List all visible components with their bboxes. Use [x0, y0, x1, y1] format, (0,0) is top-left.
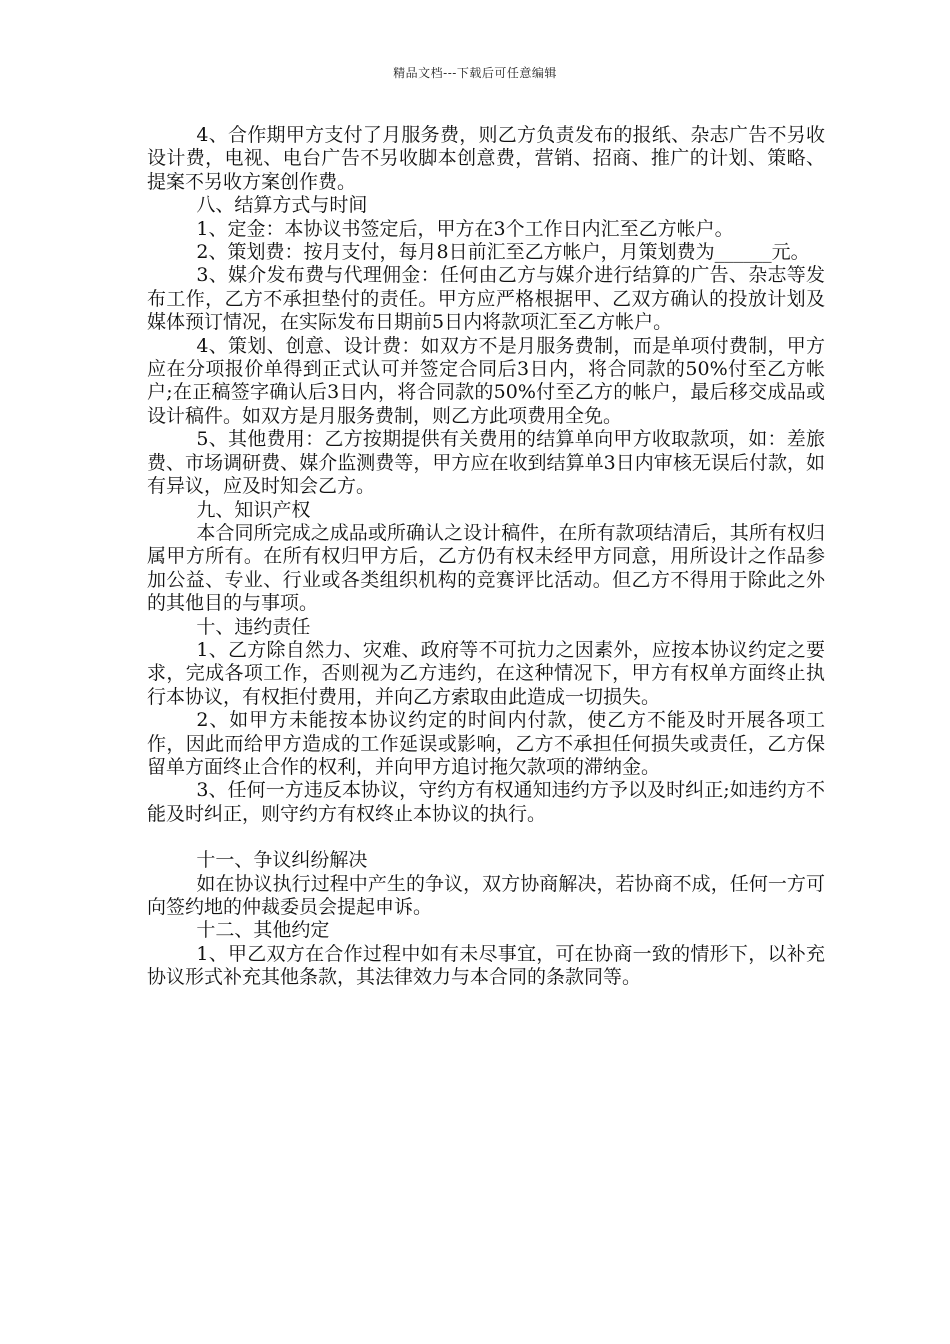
section-heading-other: 十二、其他约定 [196, 919, 330, 942]
section-heading-settlement: 八、结算方式与时间 [196, 194, 368, 217]
clause-planning-fee: 2、策划费：按月支付，每月8日前汇至乙方帐户，月策划费为______元。 [196, 241, 810, 264]
clause-breach-1: 1、乙方除自然力、灾难、政府等不可抗力之因素外，应按本协议约定之要求，完成各项工作，否则视为乙方违约，在这种情况下，甲方有权单方面终止执行本协议，有权拒付费用，并向乙方索取由此造成一切损失。 [147, 638, 825, 708]
clause-breach-3: 3、任何一方违反本协议，守约方有权通知违约方予以及时纠正;如违约方不能及时纠正，则守约方有权终止本协议的执行。 [147, 779, 825, 825]
clause-other-1: 1、甲乙双方在合作过程中如有未尽事宜，可在协商一致的情形下，以补充协议形式补充其他条款，其法律效力与本合同的条款同等。 [147, 942, 825, 989]
clause-dispute: 如在协议执行过程中产生的争议，双方协商解决，若协商不成，任何一方可向签约地的仲裁委员会提起申诉。 [147, 872, 825, 918]
section-heading-breach: 十、违约责任 [196, 615, 311, 638]
clause-ip: 本合同所完成之成品或所确认之设计稿件，在所有款项结清后，其所有权归属甲方所有。在所有权归甲方后，乙方仍有权未经甲方同意，用所设计之作品参加公益、专业、行业或各类组织机构的竞赛评比活动。但乙方不得用于除此之外的其他目的与事项。 [147, 521, 825, 615]
section-heading-ip: 九、知识产权 [196, 498, 311, 521]
page-header: 精品文档---下载后可任意编辑 [393, 66, 557, 80]
clause-4-monthly-fee: 4、合作期甲方支付了月服务费，则乙方负责发布的报纸、杂志广告不另收设计费，电视、电台广告不另收脚本创意费，营销、招商、推广的计划、策略、提案不另收方案创作费。 [147, 124, 825, 193]
clause-design-fee: 4、策划、创意、设计费：如双方不是月服务费制，而是单项付费制，甲方应在分项报价单得到正式认可并签定合同后3日内，将合同款的50%付至乙方帐户;在正稿签字确认后3日内，将合同款的50%付至乙方的帐户，最后移交成品或设计稿件。如双方是月服务费制，则乙方此项费用全免。 [147, 334, 825, 427]
clause-deposit: 1、定金：本协议书签定后，甲方在3个工作日内汇至乙方帐户。 [196, 217, 734, 240]
section-heading-dispute: 十一、争议纠纷解决 [196, 849, 368, 872]
document-body [147, 124, 825, 990]
clause-media-fee: 3、媒介发布费与代理佣金：任何由乙方与媒介进行结算的广告、杂志等发布工作，乙方不承担垫付的责任。甲方应严格根据甲、乙双方确认的投放计划及媒体预订情况，在实际发布日期前5日内将款项汇至乙方帐户。 [147, 264, 825, 334]
clause-other-fees: 5、其他费用：乙方按期提供有关费用的结算单向甲方收取款项，如：差旅费、市场调研费、媒介监测费等，甲方应在收到结算单3日内审核无误后付款，如有异议，应及时知会乙方。 [147, 428, 825, 498]
clause-breach-2: 2、如甲方未能按本协议约定的时间内付款，使乙方不能及时开展各项工作，因此而给甲方造成的工作延误或影响，乙方不承担任何损失或责任，乙方保留单方面终止合作的权利，并向甲方追讨拖欠款项的滞纳金。 [147, 709, 825, 778]
